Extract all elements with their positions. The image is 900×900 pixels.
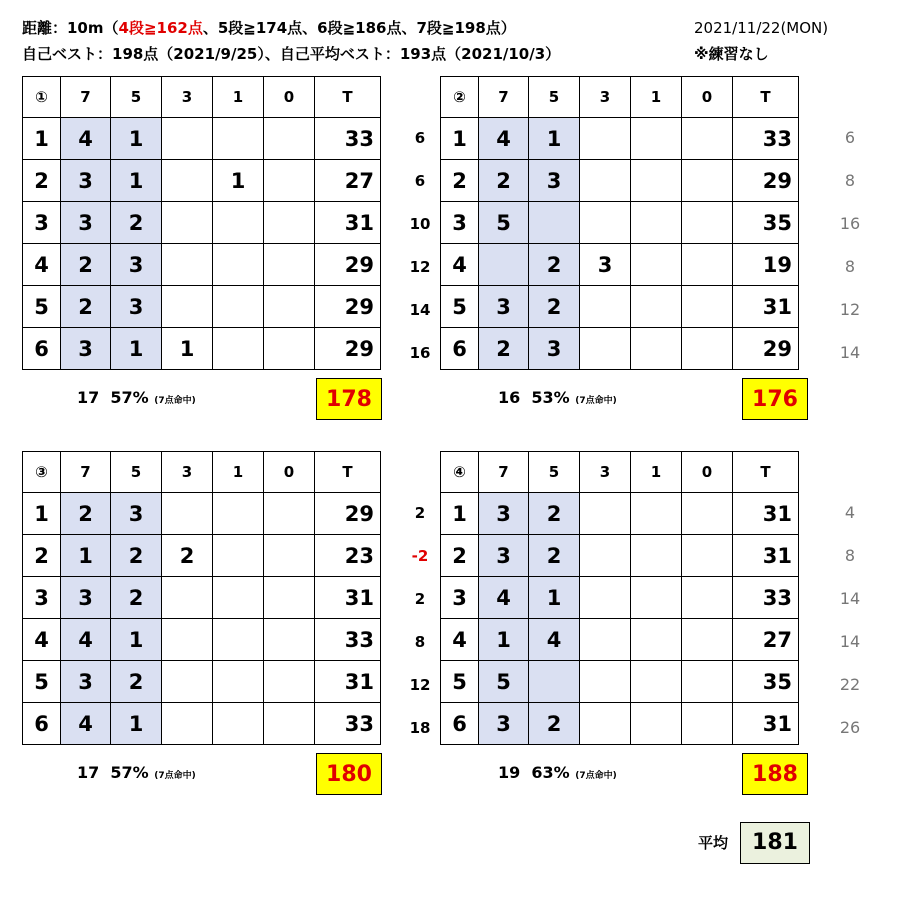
count-c5: 3 <box>111 286 162 328</box>
round-label: ② <box>441 77 479 118</box>
end-number: 2 <box>23 535 61 577</box>
score-column-header: 1 <box>213 77 264 118</box>
count-c3 <box>580 577 631 619</box>
count-c5: 1 <box>529 577 580 619</box>
count-c0 <box>682 703 733 745</box>
end-total: 33 <box>315 619 381 661</box>
score-column-header: 5 <box>111 452 162 493</box>
count-c1 <box>213 118 264 160</box>
count-c0 <box>264 703 315 745</box>
end-number: 4 <box>23 244 61 286</box>
count-c3 <box>580 328 631 370</box>
count-c7: 5 <box>479 202 529 244</box>
end-row <box>23 202 381 244</box>
practice-note: ※練習なし <box>694 45 769 63</box>
running-7-count: 22 <box>839 675 861 694</box>
count-c3 <box>580 661 631 703</box>
count-c0 <box>264 661 315 703</box>
end-row <box>23 619 381 661</box>
header-best-line: 自己ベスト：198点（2021/9/25）、自己平均ベスト：193点（2021/10/3） <box>22 45 561 63</box>
end-row <box>23 244 381 286</box>
end-total: 29 <box>315 493 381 535</box>
cumulative-7-count: -2 <box>411 547 429 565</box>
end-total: 31 <box>315 661 381 703</box>
count-c1 <box>213 619 264 661</box>
running-7-count: 16 <box>839 214 861 233</box>
end-number: 4 <box>441 619 479 661</box>
end-total: 29 <box>315 286 381 328</box>
end-row <box>23 160 381 202</box>
end-row <box>441 244 799 286</box>
end-row <box>441 661 799 703</box>
count-c0 <box>264 118 315 160</box>
count-c0 <box>264 535 315 577</box>
end-number: 6 <box>441 328 479 370</box>
score-column-header: T <box>733 452 799 493</box>
score-column-header: 3 <box>580 452 631 493</box>
seven-hit-note: (7点命中) <box>154 396 196 406</box>
score-column-header: 3 <box>162 452 213 493</box>
end-total: 27 <box>315 160 381 202</box>
count-c1 <box>213 577 264 619</box>
count-c1 <box>213 535 264 577</box>
count-c3: 2 <box>162 535 213 577</box>
score-column-header: 0 <box>264 452 315 493</box>
count-c3 <box>162 286 213 328</box>
count-c5: 1 <box>111 118 162 160</box>
count-c7: 3 <box>61 202 111 244</box>
count-c5: 2 <box>529 535 580 577</box>
score-column-header: 7 <box>61 77 111 118</box>
count-c5 <box>529 661 580 703</box>
seven-hit-note: (7点命中) <box>575 396 617 406</box>
end-total: 29 <box>733 160 799 202</box>
end-row <box>441 703 799 745</box>
count-c7: 3 <box>61 577 111 619</box>
count-c5: 4 <box>529 619 580 661</box>
end-number: 5 <box>23 661 61 703</box>
end-number: 3 <box>23 202 61 244</box>
count-c1 <box>213 328 264 370</box>
score-column-header: 7 <box>479 77 529 118</box>
score-column-header: 0 <box>682 77 733 118</box>
end-row <box>23 118 381 160</box>
end-number: 1 <box>23 493 61 535</box>
round-1-table <box>22 76 381 370</box>
end-row <box>441 286 799 328</box>
count-c1 <box>213 493 264 535</box>
count-c7: 4 <box>61 619 111 661</box>
score-column-header: 7 <box>479 452 529 493</box>
cumulative-7-count: 14 <box>409 301 431 319</box>
count-c7: 1 <box>61 535 111 577</box>
count-c0 <box>682 328 733 370</box>
round-total-box: 188 <box>742 753 808 795</box>
round-total-box: 178 <box>316 378 382 420</box>
count-c0 <box>682 661 733 703</box>
count-c3 <box>580 535 631 577</box>
end-row <box>23 577 381 619</box>
end-number: 5 <box>23 286 61 328</box>
count-c3 <box>162 661 213 703</box>
count-c1 <box>631 619 682 661</box>
seven-hit-note: (7点命中) <box>154 771 196 781</box>
seven-hit-count: 19 <box>498 763 521 782</box>
count-c3 <box>162 703 213 745</box>
count-c7: 4 <box>479 118 529 160</box>
count-c3 <box>162 619 213 661</box>
count-c1 <box>631 535 682 577</box>
round-stats <box>498 388 617 411</box>
round-stats <box>77 763 196 786</box>
end-row <box>441 118 799 160</box>
end-row <box>441 619 799 661</box>
end-number: 5 <box>441 286 479 328</box>
count-c1 <box>631 493 682 535</box>
end-number: 6 <box>23 328 61 370</box>
end-total: 31 <box>733 286 799 328</box>
score-column-header: 5 <box>529 452 580 493</box>
end-number: 2 <box>441 535 479 577</box>
end-number: 3 <box>441 577 479 619</box>
session-date: 2021/11/22(MON) <box>694 19 829 37</box>
count-c3 <box>162 244 213 286</box>
running-7-count: 8 <box>844 257 856 276</box>
count-c7: 3 <box>479 535 529 577</box>
end-total: 29 <box>315 328 381 370</box>
count-c1: 1 <box>213 160 264 202</box>
count-c5: 2 <box>111 535 162 577</box>
score-column-header: 3 <box>162 77 213 118</box>
seven-hit-count: 17 <box>77 763 100 782</box>
seven-hit-count: 17 <box>77 388 100 407</box>
round-label: ③ <box>23 452 61 493</box>
score-column-header: T <box>315 77 381 118</box>
count-c5: 1 <box>111 328 162 370</box>
count-c0 <box>682 535 733 577</box>
count-c5: 2 <box>529 286 580 328</box>
end-row <box>441 160 799 202</box>
seven-hit-note: (7点命中) <box>575 771 617 781</box>
count-c7: 3 <box>61 661 111 703</box>
end-number: 2 <box>23 160 61 202</box>
count-c3 <box>162 493 213 535</box>
end-number: 6 <box>441 703 479 745</box>
count-c1 <box>631 160 682 202</box>
end-number: 1 <box>23 118 61 160</box>
end-total: 31 <box>315 202 381 244</box>
count-c3 <box>162 577 213 619</box>
count-c3 <box>162 202 213 244</box>
end-number: 1 <box>441 118 479 160</box>
end-total: 31 <box>733 493 799 535</box>
count-c5: 3 <box>111 493 162 535</box>
cumulative-7-count: 2 <box>414 504 426 522</box>
count-c1 <box>213 202 264 244</box>
count-c3 <box>580 619 631 661</box>
count-c3: 1 <box>162 328 213 370</box>
cumulative-7-count: 18 <box>409 719 431 737</box>
count-c5: 2 <box>529 703 580 745</box>
score-column-header: 1 <box>213 452 264 493</box>
count-c1 <box>631 577 682 619</box>
seven-hit-percent: 63% <box>531 763 570 782</box>
count-c7: 4 <box>61 703 111 745</box>
round-2-table <box>440 76 799 370</box>
count-c0 <box>682 118 733 160</box>
end-row <box>441 535 799 577</box>
end-row <box>441 328 799 370</box>
end-number: 3 <box>23 577 61 619</box>
running-7-count: 14 <box>839 343 861 362</box>
end-row <box>23 703 381 745</box>
count-c0 <box>264 619 315 661</box>
score-column-header: 3 <box>580 77 631 118</box>
score-column-header: 0 <box>264 77 315 118</box>
count-c0 <box>682 577 733 619</box>
count-c5: 2 <box>111 202 162 244</box>
score-column-header: 5 <box>529 77 580 118</box>
count-c7: 1 <box>479 619 529 661</box>
rank4-threshold: 4段≧162点 <box>118 19 203 37</box>
count-c0 <box>682 244 733 286</box>
count-c7: 3 <box>61 160 111 202</box>
end-row <box>23 661 381 703</box>
score-column-header: 7 <box>61 452 111 493</box>
count-c3 <box>580 703 631 745</box>
end-total: 35 <box>733 661 799 703</box>
cumulative-7-count: 16 <box>409 344 431 362</box>
running-7-count: 8 <box>844 546 856 565</box>
cumulative-7-count: 12 <box>409 258 431 276</box>
count-c3 <box>580 493 631 535</box>
count-c1 <box>213 703 264 745</box>
count-c7: 2 <box>479 160 529 202</box>
running-7-count: 12 <box>839 300 861 319</box>
count-c7: 2 <box>61 244 111 286</box>
count-c5: 2 <box>529 493 580 535</box>
score-column-header: T <box>315 452 381 493</box>
rank-thresholds: 、5段≧174点、6段≧186点、7段≧198点） <box>202 19 516 37</box>
end-total: 23 <box>315 535 381 577</box>
seven-hit-percent: 57% <box>110 388 149 407</box>
round-stats <box>498 763 617 786</box>
score-column-header: 1 <box>631 77 682 118</box>
count-c7 <box>479 244 529 286</box>
count-c1 <box>631 661 682 703</box>
count-c5: 3 <box>529 160 580 202</box>
score-column-header: 5 <box>111 77 162 118</box>
end-total: 27 <box>733 619 799 661</box>
count-c3 <box>580 202 631 244</box>
count-c0 <box>264 286 315 328</box>
end-total: 31 <box>733 535 799 577</box>
count-c7: 3 <box>479 703 529 745</box>
count-c5: 1 <box>111 619 162 661</box>
end-row <box>23 535 381 577</box>
count-c7: 3 <box>479 286 529 328</box>
count-c5: 1 <box>529 118 580 160</box>
count-c0 <box>264 244 315 286</box>
count-c0 <box>264 577 315 619</box>
end-total: 29 <box>315 244 381 286</box>
end-number: 1 <box>441 493 479 535</box>
end-row <box>23 286 381 328</box>
count-c1 <box>631 286 682 328</box>
count-c5: 3 <box>111 244 162 286</box>
end-total: 31 <box>733 703 799 745</box>
count-c7: 4 <box>61 118 111 160</box>
end-number: 4 <box>23 619 61 661</box>
count-c1 <box>631 244 682 286</box>
end-number: 4 <box>441 244 479 286</box>
end-total: 33 <box>733 577 799 619</box>
round-stats <box>77 388 196 411</box>
average-label: 平均 <box>698 834 729 852</box>
count-c5: 3 <box>529 328 580 370</box>
count-c0 <box>264 493 315 535</box>
end-total: 19 <box>733 244 799 286</box>
end-row <box>23 493 381 535</box>
running-7-count: 4 <box>844 503 856 522</box>
count-c7: 3 <box>61 328 111 370</box>
average-score-box: 181 <box>740 822 810 864</box>
count-c0 <box>264 160 315 202</box>
header-distance-line <box>22 18 516 38</box>
count-c0 <box>264 328 315 370</box>
running-7-count: 14 <box>839 589 861 608</box>
score-column-header: 0 <box>682 452 733 493</box>
distance-prefix: 距離：10m（ <box>22 19 119 37</box>
end-number: 5 <box>441 661 479 703</box>
seven-hit-percent: 53% <box>531 388 570 407</box>
count-c3: 3 <box>580 244 631 286</box>
count-c1 <box>213 661 264 703</box>
count-c1 <box>631 118 682 160</box>
count-c3 <box>162 160 213 202</box>
round-label: ① <box>23 77 61 118</box>
count-c5: 1 <box>111 160 162 202</box>
count-c1 <box>631 328 682 370</box>
count-c7: 5 <box>479 661 529 703</box>
cumulative-7-count: 6 <box>414 129 426 147</box>
end-total: 31 <box>315 577 381 619</box>
count-c7: 3 <box>479 493 529 535</box>
end-row <box>441 202 799 244</box>
count-c0 <box>682 202 733 244</box>
running-7-count: 26 <box>839 718 861 737</box>
count-c5 <box>529 202 580 244</box>
end-row <box>441 493 799 535</box>
count-c1 <box>631 703 682 745</box>
end-number: 3 <box>441 202 479 244</box>
count-c1 <box>631 202 682 244</box>
end-total: 33 <box>733 118 799 160</box>
count-c0 <box>682 619 733 661</box>
end-row <box>441 577 799 619</box>
count-c7: 2 <box>61 493 111 535</box>
end-row <box>23 328 381 370</box>
cumulative-7-count: 10 <box>409 215 431 233</box>
round-4-table <box>440 451 799 745</box>
cumulative-7-count: 12 <box>409 676 431 694</box>
count-c5: 2 <box>111 577 162 619</box>
count-c7: 2 <box>61 286 111 328</box>
end-total: 35 <box>733 202 799 244</box>
running-7-count: 6 <box>844 128 856 147</box>
count-c3 <box>162 118 213 160</box>
cumulative-7-count: 2 <box>414 590 426 608</box>
score-column-header: 1 <box>631 452 682 493</box>
end-number: 6 <box>23 703 61 745</box>
count-c5: 2 <box>111 661 162 703</box>
round-total-box: 176 <box>742 378 808 420</box>
cumulative-7-count: 6 <box>414 172 426 190</box>
count-c0 <box>682 160 733 202</box>
count-c5: 2 <box>529 244 580 286</box>
cumulative-7-count: 8 <box>414 633 426 651</box>
running-7-count: 8 <box>844 171 856 190</box>
round-total-box: 180 <box>316 753 382 795</box>
count-c0 <box>682 286 733 328</box>
seven-hit-percent: 57% <box>110 763 149 782</box>
count-c3 <box>580 160 631 202</box>
end-total: 29 <box>733 328 799 370</box>
count-c5: 1 <box>111 703 162 745</box>
round-label: ④ <box>441 452 479 493</box>
count-c7: 2 <box>479 328 529 370</box>
running-7-count: 14 <box>839 632 861 651</box>
count-c3 <box>580 118 631 160</box>
end-total: 33 <box>315 118 381 160</box>
score-column-header: T <box>733 77 799 118</box>
count-c7: 4 <box>479 577 529 619</box>
end-number: 2 <box>441 160 479 202</box>
count-c0 <box>682 493 733 535</box>
count-c0 <box>264 202 315 244</box>
count-c1 <box>213 286 264 328</box>
seven-hit-count: 16 <box>498 388 521 407</box>
round-3-table <box>22 451 381 745</box>
count-c1 <box>213 244 264 286</box>
end-total: 33 <box>315 703 381 745</box>
count-c3 <box>580 286 631 328</box>
